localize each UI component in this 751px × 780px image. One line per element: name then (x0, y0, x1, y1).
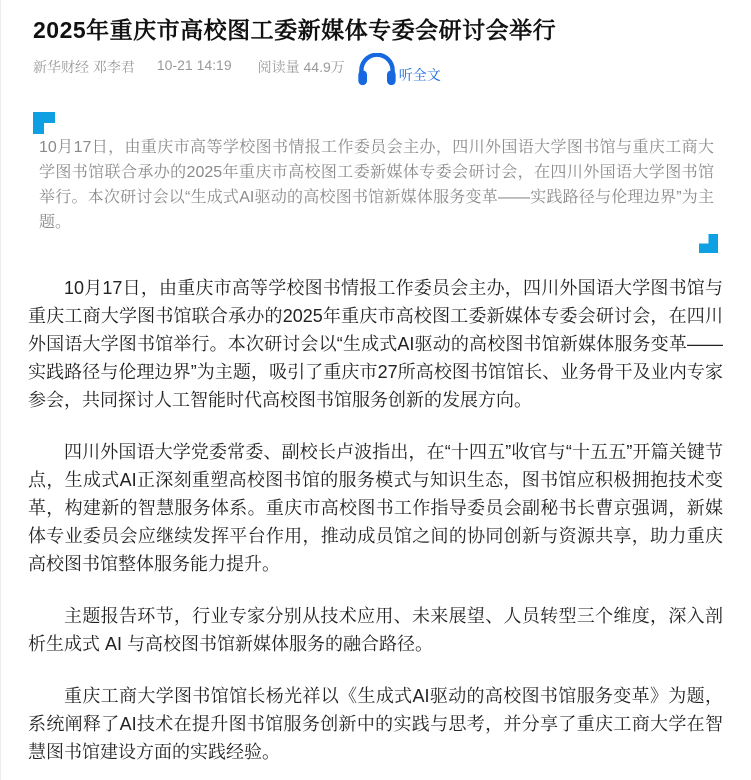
article-body (28, 274, 723, 766)
summary-text: 10月17日，由重庆市高等学校图书情报工作委员会主办，四川外国语大学图书馆与重庆工商大学图书馆联合承办的2025年重庆市高校图工委新媒体专委会研讨会，在四川外国语大学图书馆举行。本次研讨会以“生成式AI驱动的高校图书馆新媒体服务变革——实践路径与伦理边界”为主题。 (39, 139, 714, 231)
listen-fulltext-label: 听全文 (398, 67, 441, 83)
article-meta-row (33, 57, 723, 86)
headphones-icon (357, 53, 397, 86)
quote-close-icon (699, 234, 718, 253)
article-title: 2025年重庆市高校图工委新媒体专委会研讨会举行 (33, 17, 557, 43)
article-paragraph: 重庆工商大学图书馆馆长杨光祥以《生成式AI驱动的高校图书馆服务变革》为题，系统阐释了AI技术在提升图书馆服务创新中的实践与思考，并分享了重庆工商大学在智慧图书馆建设方面的实践经验。 (28, 686, 723, 762)
publish-time: 10-21 14:19 (156, 57, 232, 73)
read-count: 阅读量 44.9万 (257, 59, 345, 75)
source-author: 新华财经 邓李君 (33, 59, 135, 75)
listen-fulltext-button[interactable] (357, 53, 441, 86)
article-paragraph: 四川外国语大学党委常委、副校长卢波指出，在“十四五”收官与“十五五”开篇关键节点，生成式AI正深刻重塑高校图书馆的服务模式与知识生态，图书馆应积极拥抱技术变革，构建新的智慧服务体系。重庆市高校图书工作指导委员会副秘书长曹京强调，新媒体专业委员会应继续发挥平台作用，推动成员馆之间的协同创新与资源共享，助力重庆高校图书馆整体服务能力提升。 (28, 442, 723, 574)
article-paragraph: 主题报告环节，行业专家分别从技术应用、未来展望、人员转型三个维度，深入剖析生成式 AI 与高校图书馆新媒体服务的融合路径。 (28, 606, 723, 654)
article-summary-quote (33, 112, 718, 253)
article-paragraph: 10月17日，由重庆市高等学校图书情报工作委员会主办，四川外国语大学图书馆与重庆工商大学图书馆联合承办的2025年重庆市高校图工委新媒体专委会研讨会，在四川外国语大学图书馆举行。本次研讨会以“生成式AI驱动的高校图书馆新媒体服务变革——实践路径与伦理边界”为主题，吸引了重庆市27所高校图书馆馆长、业务骨干及业内专家参会，共同探讨人工智能时代高校图书馆服务创新的发展方向。 (28, 278, 723, 410)
quote-open-icon (33, 112, 55, 134)
